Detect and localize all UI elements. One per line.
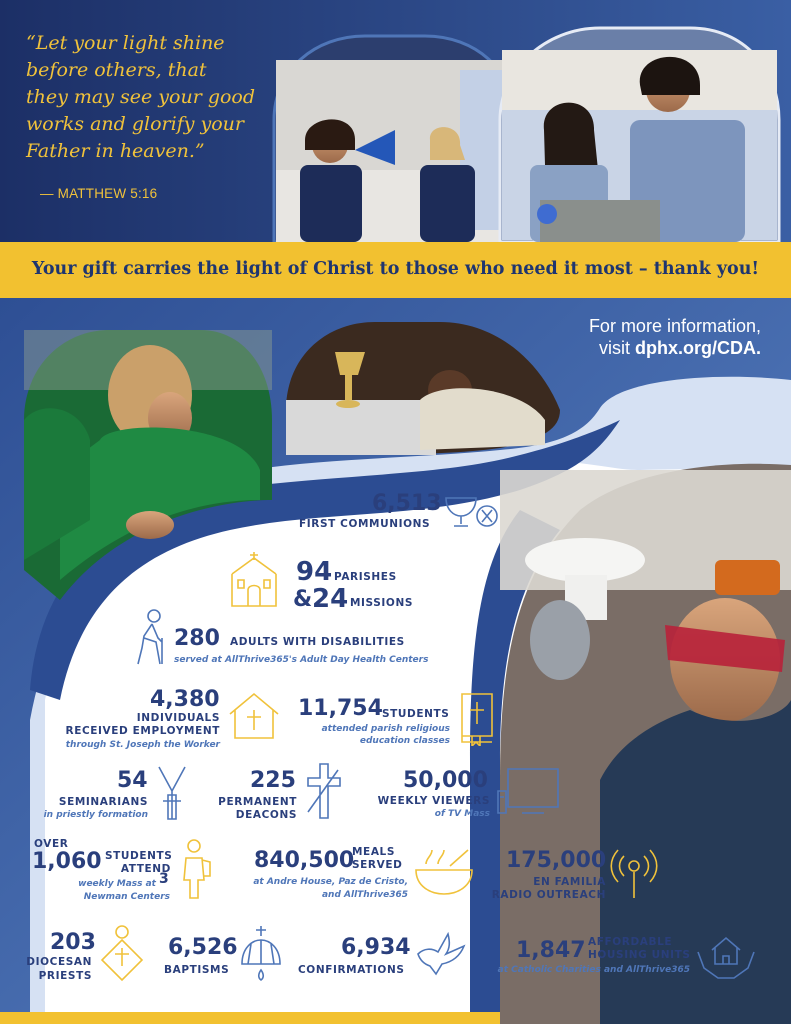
scripture-citation: — MATTHEW 5:16: [40, 186, 158, 201]
students-sub-1: attended parish religious: [321, 724, 450, 734]
scripture-quote: “Let your light shine before others, that they may see your good works and glorify your Father in heaven.”: [26, 32, 256, 162]
viewers-sub: of TV Mass: [434, 809, 490, 819]
newman-number: 1,060: [32, 849, 102, 874]
seminarians-label: SEMINARIANS: [58, 796, 148, 808]
meals-number: 840,500: [254, 848, 355, 873]
deacon-stole-icon: [302, 762, 344, 820]
priests-label-1: DIOCESAN: [26, 956, 92, 968]
newman-label-2: ATTEND: [120, 863, 171, 875]
priest-vestment-icon: [98, 924, 146, 984]
students-number: 11,754: [298, 696, 383, 721]
priests-label-2: PRIESTS: [38, 970, 92, 982]
housing-label-1: AFFORDABLE: [588, 936, 673, 948]
house-cross-icon: [226, 690, 282, 742]
visit-prefix: visit: [599, 338, 635, 358]
employment-sub: through St. Joseph the Worker: [65, 740, 220, 750]
disabilities-sub: served at AllThrive365's Adult Day Health Centers: [174, 655, 429, 665]
photo-megaphone: [274, 36, 515, 242]
website-link[interactable]: dphx.org/CDA.: [635, 338, 761, 358]
more-info-line: For more information,: [588, 316, 761, 336]
confirmations-number: 6,934: [341, 935, 411, 960]
parishes-ampersand: &: [293, 587, 313, 612]
parishes-number: 94: [296, 557, 333, 587]
newman-sub-2: Newman Centers: [83, 892, 170, 902]
meals-sub-2: and AllThrive365: [321, 890, 408, 900]
baptism-shell-icon: [238, 924, 284, 986]
bible-icon: [458, 690, 498, 746]
more-info-visit: [599, 338, 761, 359]
baptisms-number: 6,526: [168, 935, 238, 960]
radio-label-1: EN FAMILIA: [533, 876, 606, 888]
deacons-number: 225: [250, 768, 296, 793]
newman-label-1: STUDENTS: [105, 850, 173, 862]
newman-over: OVER: [34, 838, 69, 850]
employment-label-2: RECEIVED EMPLOYMENT: [65, 725, 220, 737]
deacons-label-2: DEACONS: [235, 809, 297, 821]
seminarians-sub: in priestly formation: [43, 810, 148, 820]
communions-number: 6,513: [372, 491, 442, 516]
communions-label: FIRST COMMUNIONS: [299, 518, 431, 530]
dove-icon: [414, 928, 470, 980]
meals-label-1: MEALS: [352, 846, 396, 858]
housing-number: 1,847: [516, 938, 586, 963]
photo-robotics: [500, 28, 779, 242]
housing-label-2: HOUSING UNITS: [588, 949, 691, 961]
chalice-host-icon: [442, 490, 500, 532]
meals-sub-1: at Andre House, Paz de Cristo,: [253, 877, 408, 887]
priests-number: 203: [50, 930, 96, 955]
cross-necklace-icon: [155, 765, 189, 823]
walker-person-icon: [128, 608, 170, 668]
missions-label: MISSIONS: [350, 597, 413, 609]
radio-number: 175,000: [506, 848, 607, 873]
meals-label-2: SERVED: [352, 859, 403, 871]
parishes-label: PARISHES: [334, 571, 397, 583]
students-label: STUDENTS: [382, 708, 450, 720]
newman-centers-number: 3: [159, 871, 169, 887]
students-sub-2: education classes: [359, 736, 450, 746]
confirmations-label: CONFIRMATIONS: [298, 964, 405, 976]
missions-number: 24: [312, 584, 349, 614]
viewers-number: 50,000: [403, 768, 488, 793]
disabilities-number: 280: [174, 626, 220, 651]
employment-number: 4,380: [150, 687, 220, 712]
radio-label-2: RADIO OUTREACH: [491, 889, 606, 901]
housing-sub: at Catholic Charities and AllThrive365: [497, 965, 690, 975]
student-backpack-icon: [176, 838, 212, 900]
baptisms-label: BAPTISMS: [164, 964, 230, 976]
seminarians-number: 54: [117, 768, 148, 793]
deacons-label-1: PERMANENT: [218, 796, 297, 808]
employment-label-1: INDIVIDUALS: [136, 712, 220, 724]
hands-house-icon: [696, 926, 756, 982]
tv-icon: [496, 767, 562, 819]
radio-tower-icon: [610, 848, 658, 900]
thank-you-banner-text: Your gift carries the light of Christ to those who need it most – thank you!: [31, 259, 760, 279]
viewers-label: WEEKLY VIEWERS: [377, 795, 490, 807]
newman-sub-1: weekly Mass at: [78, 879, 156, 889]
church-icon: [228, 550, 280, 608]
disabilities-label: ADULTS WITH DISABILITIES: [230, 636, 405, 648]
